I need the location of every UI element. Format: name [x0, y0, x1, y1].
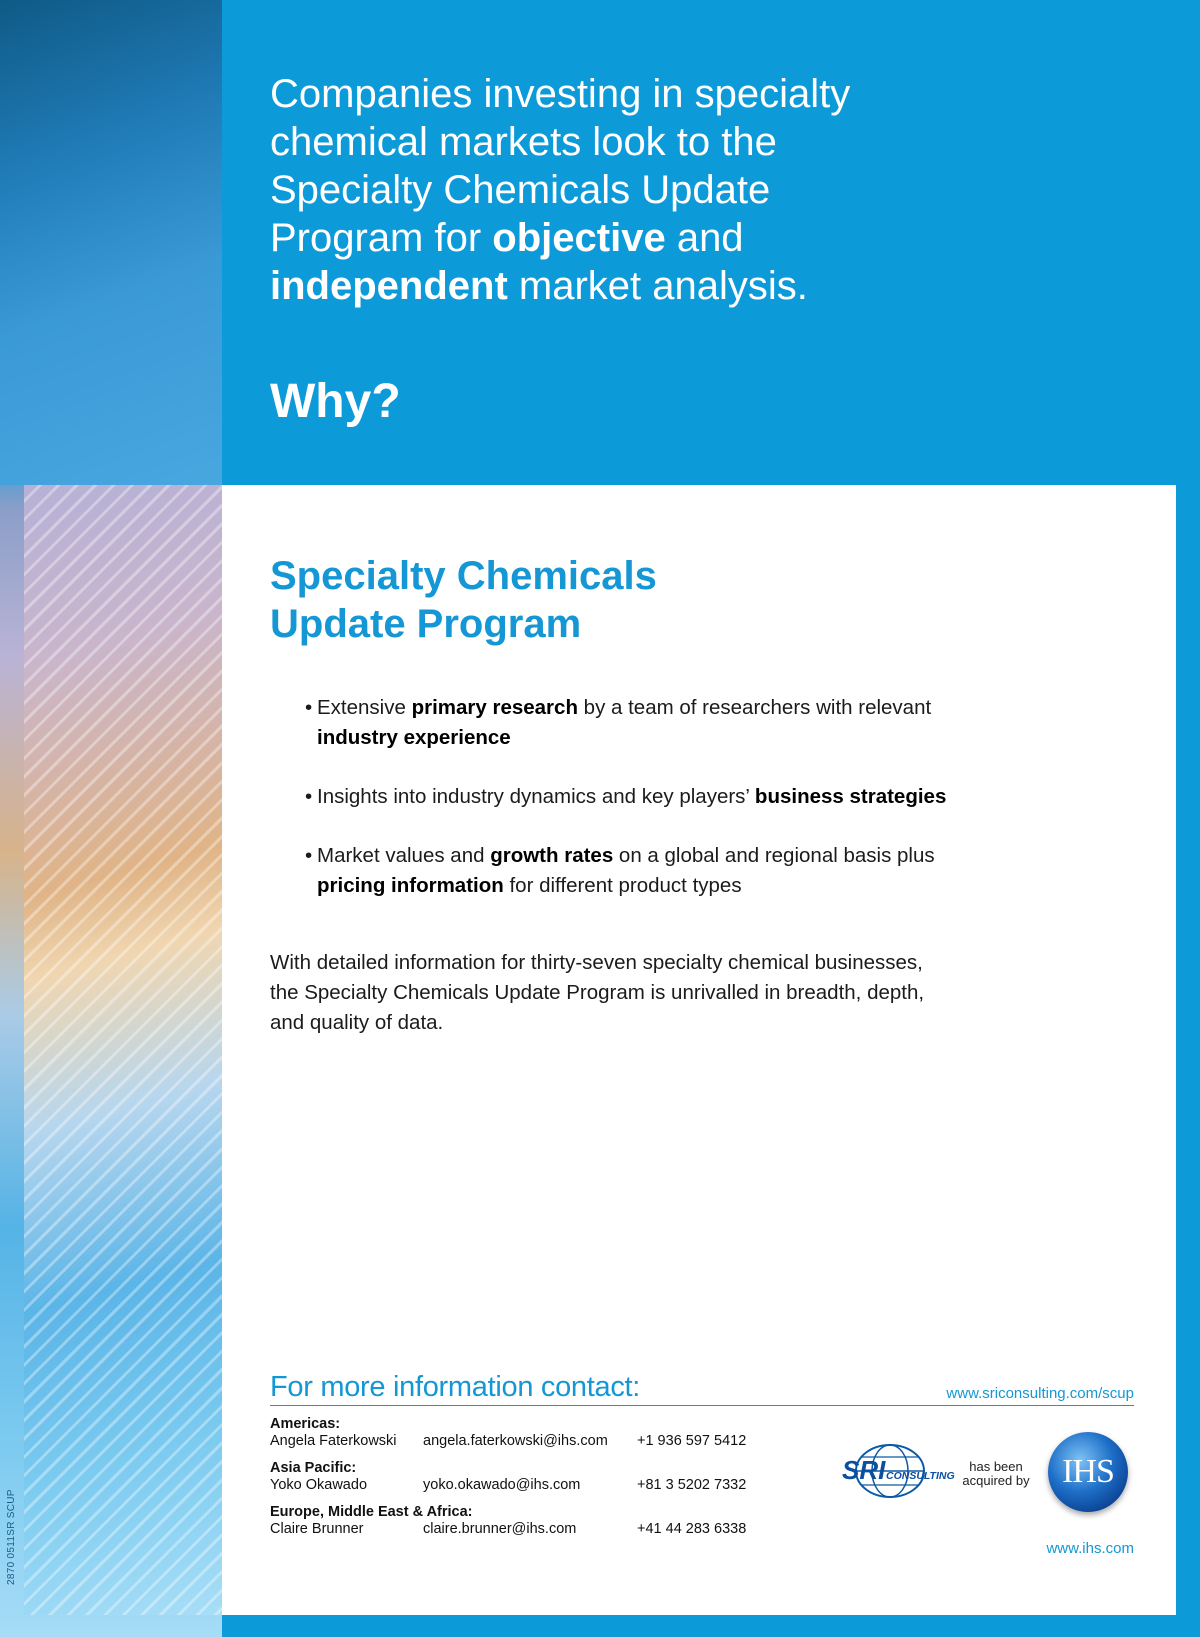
contact-heading: For more information contact:	[270, 1371, 641, 1403]
ihs-logo: IHS	[1048, 1432, 1128, 1512]
acquired-note: has been acquired by	[962, 1459, 1030, 1488]
sri-consulting-logo	[840, 1442, 955, 1500]
summary-paragraph: With detailed information for thirty-seven specialty chemical businesses, the Specialty Chemicals Update Program is unrivalled in breadth, depth, and quality of data.	[270, 951, 925, 1034]
list-item: • Market values and growth rates on a global and regional basis plus pricing information for different product types	[305, 841, 985, 901]
email-link[interactable]: claire.brunner@ihs.com	[423, 1521, 577, 1537]
intro-statement: Companies investing in specialty chemical markets look to the Specialty Chemicals Update Program for objective and independent market analysis.	[270, 72, 851, 308]
ihs-link[interactable]: www.ihs.com	[1046, 1540, 1134, 1557]
left-photo-upper	[0, 0, 222, 485]
list-item: • Extensive primary research by a team of researchers with relevant industry experience	[305, 693, 985, 753]
sri-logo-subtext: CONSULTING	[886, 1470, 955, 1482]
list-item: • Insights into industry dynamics and key players’ business strategies	[305, 782, 985, 812]
sri-logo-text: SRI	[842, 1455, 886, 1485]
why-heading: Why?	[270, 375, 401, 428]
contact-divider	[270, 1405, 1134, 1406]
document-code: 2870 0511SR SCUP	[6, 1489, 17, 1585]
contact-emea: Europe, Middle East & Africa: Claire Brunner claire.brunner@ihs.com +41 44 283 6338	[270, 1504, 747, 1537]
feature-list	[305, 693, 985, 930]
email-link[interactable]: angela.faterkowski@ihs.com	[423, 1433, 608, 1449]
contact-asia-pacific: Asia Pacific: Yoko Okawado yoko.okawado@ihs.com +81 3 5202 7332	[270, 1460, 747, 1493]
contact-americas: Americas: Angela Faterkowski angela.faterkowski@ihs.com +1 936 597 5412	[270, 1416, 747, 1449]
scup-link[interactable]: www.sriconsulting.com/scup	[946, 1385, 1134, 1402]
email-link[interactable]: yoko.okawado@ihs.com	[423, 1477, 581, 1493]
left-photo-glass	[24, 485, 222, 1615]
program-title: Specialty Chemicals Update Program	[270, 554, 657, 646]
logo-block	[840, 1432, 1135, 1522]
